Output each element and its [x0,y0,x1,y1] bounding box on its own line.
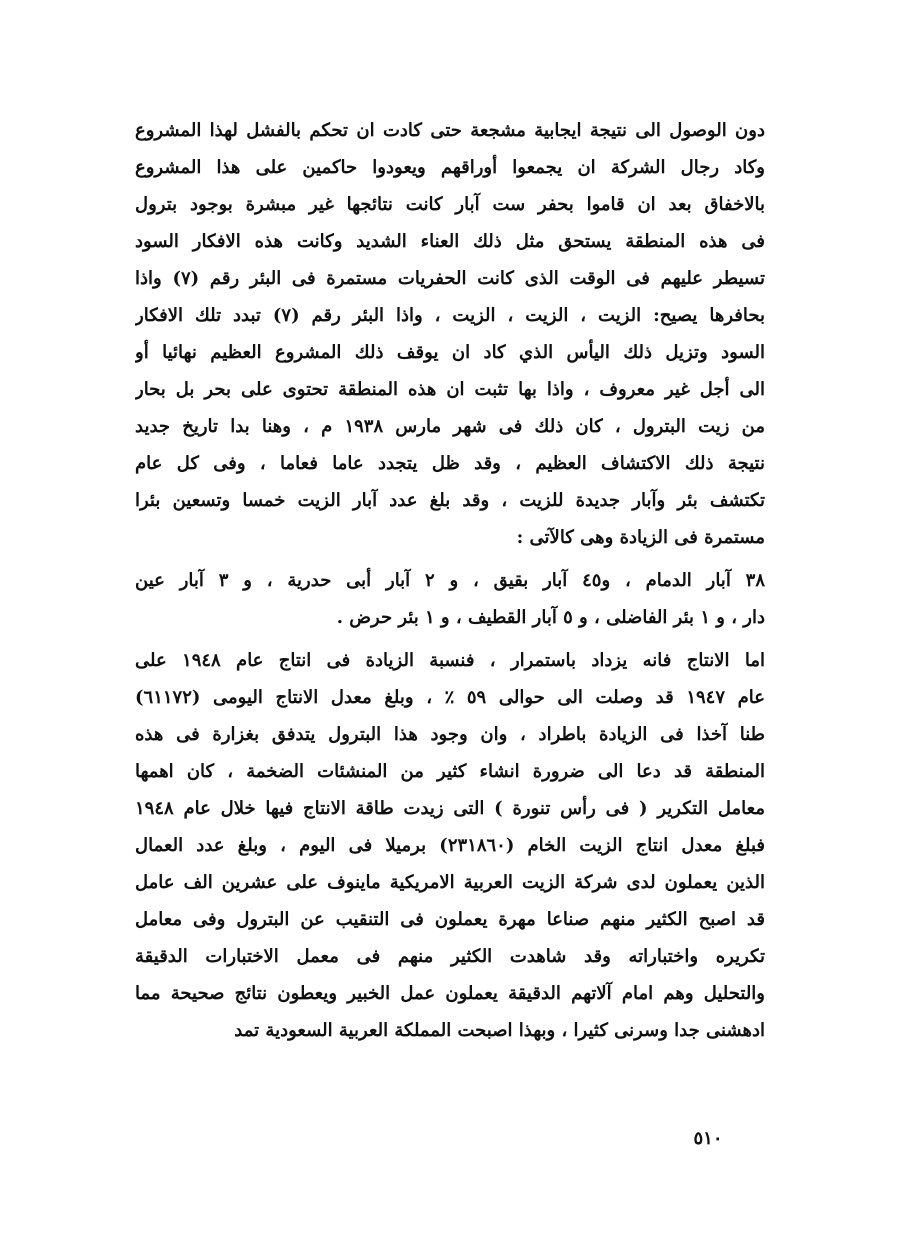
text-line: قد اصبح الكثير منهم صناعا مهرة يعملون فى التنقيب عن البترول وفى معامل [135,909,765,930]
paragraph-1 [135,112,765,556]
body-text [135,112,765,1049]
text-line: تسيطر عليهم فى الوقت الذى كانت الحفريات مستمرة فى البئر رقم (٧) واذا [135,268,765,289]
paragraph-3 [135,642,765,1049]
text-line: بحافرها يصيح: الزيت ، الزيت ، الزيت ، واذا البئر رقم (٧) تبدد تلك الافكار [135,305,765,326]
text-line: ادهشنى جدا وسرنى كثيرا ، وبهذا اصبحت المملكة العربية السعودية تمد [234,1020,765,1041]
text-line: دون الوصول الى نتيجة ايجابية مشجعة حتى كادت ان تحكم بالفشل لهذا المشروع [135,120,765,141]
text-line: نتيجة ذلك الاكتشاف العظيم ، وقد ظل يتجدد عاما فعاما ، وفى كل عام [135,453,765,474]
text-line: تكريره واختباراته وقد شاهدت الكثير منهم فى معمل الاختبارات الدقيقة [135,946,765,967]
text-line: تكتشف بئر وآبار جديدة للزيت ، وقد بلغ عدد آبار الزيت خمسا وتسعين بئرا [135,490,765,511]
text-line: عام ١٩٤٧ قد وصلت الى حوالى ٥٩ ٪ ، وبلغ معدل الانتاج اليومى (٦١١٧٢) [135,687,765,708]
text-line: السود وتزيل ذلك اليأس الذي كاد ان يوقف ذلك المشروع العظيم نهائيا أو [135,342,765,363]
text-line: المنطقة قد دعا الى ضرورة انشاء كثير من المنشئات الضخمة ، كان اهمها [135,761,765,782]
text-line: طنا آخذا فى الزيادة باطراد ، وان وجود هذا البترول يتدفق بغزارة فى هذه [135,724,765,745]
text-line: والتحليل وهم امام آلاتهم الدقيقة يعملون عمل الخبير ويعطون نتائج صحيحة مما [135,983,765,1004]
text-line: فبلغ معدل انتاج الزيت الخام (٢٣١٨٦٠) برميلا فى اليوم ، وبلغ عدد العمال [135,835,765,856]
page-number: ٥١٠ [693,1128,723,1149]
text-line: مستمرة فى الزيادة وهى كالآتى : [516,527,765,548]
text-line: اما الانتاج فانه يزداد باستمرار ، فنسبة الزيادة فى انتاج عام ١٩٤٨ على [135,650,765,671]
text-line: معامل التكرير ( فى رأس تنورة ) التى زيدت طاقة الانتاج فيها خلال عام ١٩٤٨ [135,798,765,819]
text-line: الى أجل غير معروف ، واذا بها تثبت ان هذه المنطقة تحتوى على بحر بل بحار [135,379,765,400]
text-line: ٣٨ آبار الدمام ، و٤٥ آبار بقيق ، و ٢ آبار أبى حدرية ، و ٣ آبار عين [135,570,765,591]
text-line: بالاخفاق بعد ان قاموا بحفر ست آبار كانت نتائجها غير مبشرة بوجود بترول [135,194,765,215]
text-line: وكاد رجال الشركة ان يجمعوا أوراقهم ويعودوا حاكمين على هذا المشروع [135,157,765,178]
text-line: فى هذه المنطقة يستحق مثل ذلك العناء الشديد وكانت هذه الافكار السود [135,231,765,252]
text-line: الذين يعملون لدى شركة الزيت العربية الامريكية ماينوف على عشرين الف عامل [135,872,765,893]
paragraph-2 [135,562,765,636]
text-line: من زيت البترول ، كان ذلك فى شهر مارس ١٩٣٨ م ، وهنا بدا تاريخ جديد [135,416,765,437]
text-line: دار ، و ١ بئر الفاضلى ، و ٥ آبار القطيف ، و ١ بئر حرض . [336,607,765,628]
